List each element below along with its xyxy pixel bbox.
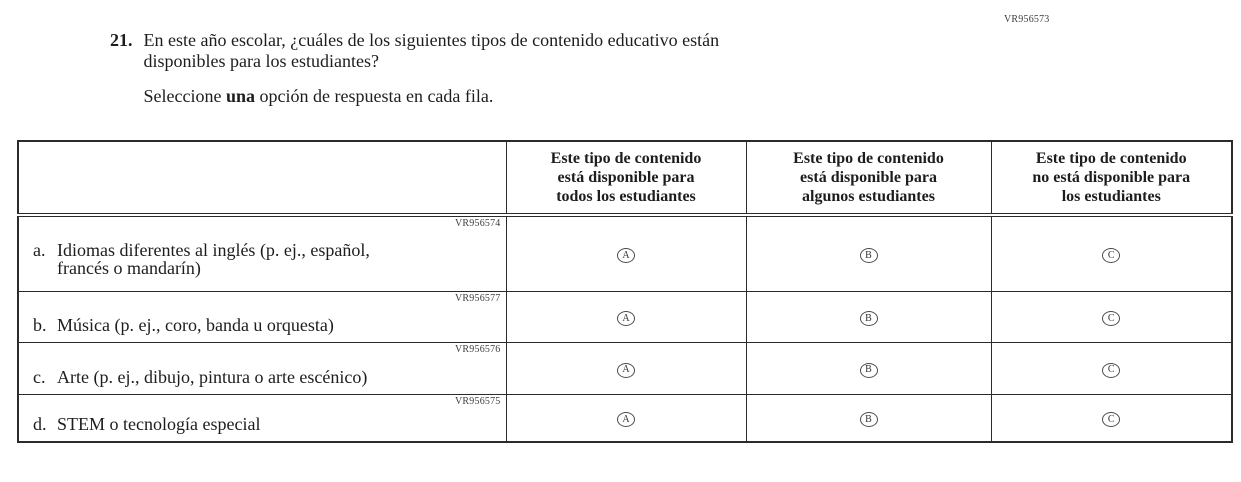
- instruction-suffix: opción de respuesta en cada fila.: [255, 86, 494, 106]
- row-code: VR956575: [455, 396, 501, 407]
- option-bubble-c[interactable]: C: [1102, 363, 1120, 378]
- header-col-all-students: [506, 141, 746, 215]
- item-text-line: Arte (p. ej., dibujo, pintura o arte escénico): [57, 367, 368, 387]
- header-row: [18, 141, 1232, 215]
- table-row-stem: [18, 395, 1232, 443]
- question-number: 21.: [110, 30, 133, 50]
- option-bubble-b[interactable]: B: [860, 412, 878, 427]
- header-line: Este tipo de contenido: [550, 150, 702, 167]
- option-cell: [506, 343, 746, 395]
- option-bubble-b[interactable]: B: [860, 311, 878, 326]
- option-cell: [746, 292, 991, 343]
- item-text-line: STEM o tecnología especial: [57, 414, 261, 434]
- option-cell: [991, 215, 1232, 292]
- item-cell-music: [18, 292, 506, 343]
- option-cell: [506, 292, 746, 343]
- question-body: [144, 30, 720, 107]
- form-code: VR956573: [1004, 14, 1050, 25]
- row-code: VR956577: [455, 293, 501, 304]
- table-row-languages: [18, 215, 1232, 292]
- option-cell: [746, 395, 991, 443]
- table-row-art: [18, 343, 1232, 395]
- response-grid: [17, 140, 1233, 443]
- option-cell: [506, 215, 746, 292]
- row-code: VR956574: [455, 218, 501, 229]
- header-line: Este tipo de contenido: [793, 150, 944, 167]
- item-text-line: francés o mandarín): [57, 258, 201, 278]
- instruction-bold-word: una: [225, 86, 255, 106]
- row-letter: a.: [33, 240, 46, 260]
- item-text-line: Música (p. ej., coro, banda u orquesta): [57, 315, 334, 335]
- header-col-some-students: [746, 141, 991, 215]
- instruction-prefix: Seleccione: [143, 86, 226, 106]
- header-line: todos los estudiantes: [556, 188, 696, 205]
- option-cell: [991, 395, 1232, 443]
- header-line: Este tipo de contenido: [1035, 150, 1187, 167]
- option-cell: [991, 292, 1232, 343]
- row-letter: b.: [33, 315, 47, 335]
- item-cell-art: [18, 343, 506, 395]
- item-text-line: Idiomas diferentes al inglés (p. ej., español,: [57, 240, 370, 260]
- option-bubble-b[interactable]: B: [860, 248, 878, 263]
- option-bubble-c[interactable]: C: [1102, 311, 1120, 326]
- header-line: no está disponible para: [1032, 169, 1191, 186]
- row-code: VR956576: [455, 344, 501, 355]
- question-instruction: [144, 86, 720, 107]
- question-prompt-line: En este año escolar, ¿cuáles de los siguientes tipos de contenido educativo están: [143, 30, 720, 50]
- option-bubble-a[interactable]: A: [617, 311, 635, 326]
- item-cell-stem: [18, 395, 506, 443]
- table-row-music: [18, 292, 1232, 343]
- header-line: está disponible para: [800, 169, 937, 186]
- header-line: está disponible para: [557, 169, 695, 186]
- row-letter: d.: [33, 414, 47, 434]
- question-prompt-line: disponibles para los estudiantes?: [143, 51, 379, 71]
- option-bubble-a[interactable]: A: [617, 248, 635, 263]
- item-cell-languages: [18, 215, 506, 292]
- question-21: [110, 30, 719, 107]
- option-cell: [991, 343, 1232, 395]
- option-cell: [746, 215, 991, 292]
- header-line: los estudiantes: [1061, 188, 1161, 205]
- option-cell: [746, 343, 991, 395]
- option-bubble-b[interactable]: B: [860, 363, 878, 378]
- header-col-not-available: [991, 141, 1232, 215]
- option-bubble-c[interactable]: C: [1102, 412, 1120, 427]
- option-bubble-a[interactable]: A: [617, 412, 635, 427]
- header-line: algunos estudiantes: [802, 188, 935, 205]
- row-letter: c.: [33, 367, 46, 387]
- option-bubble-a[interactable]: A: [617, 363, 635, 378]
- header-stub-cell: [18, 141, 506, 215]
- option-cell: [506, 395, 746, 443]
- option-bubble-c[interactable]: C: [1102, 248, 1120, 263]
